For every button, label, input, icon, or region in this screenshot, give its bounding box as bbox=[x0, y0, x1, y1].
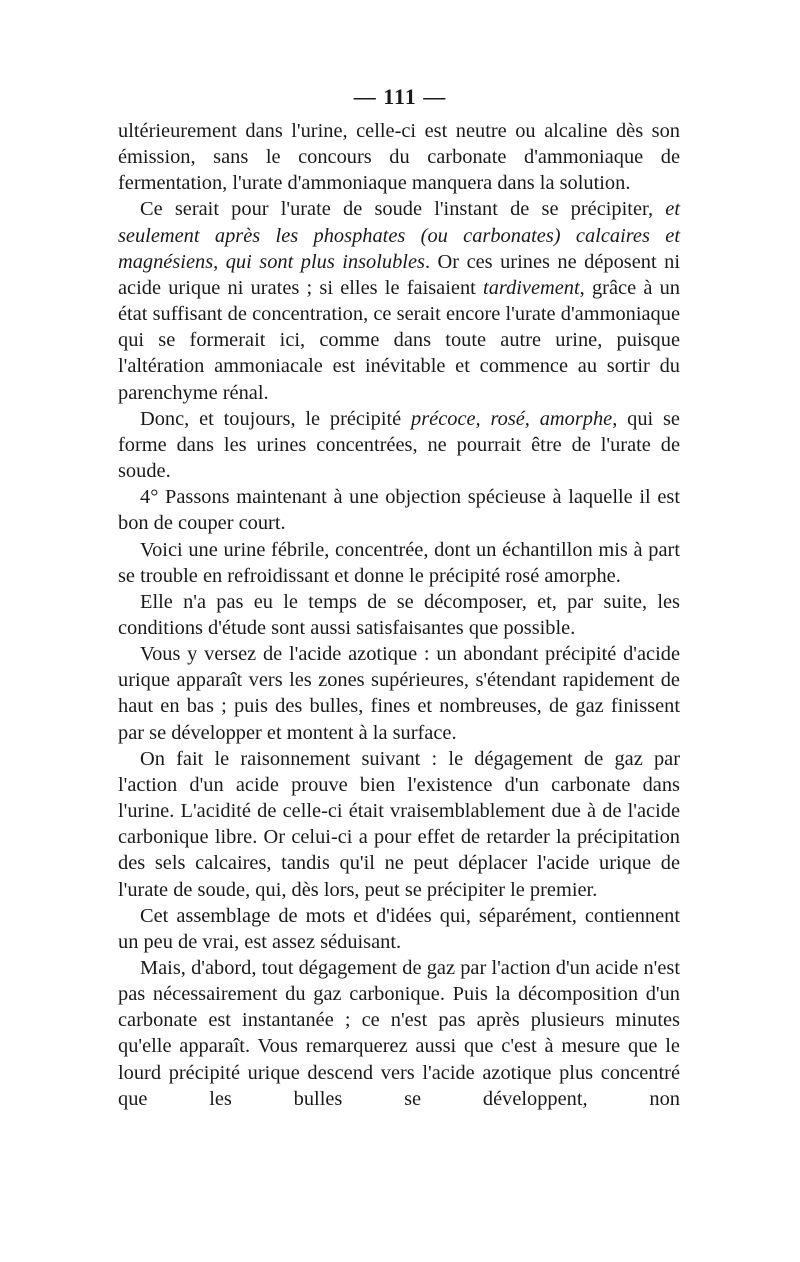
text-segment: Elle n'a pas eu le temps de se décomposer, et, par suite, les conditions d'étude sont aussi satisfaisantes que possible. bbox=[118, 590, 680, 639]
italic-text: et seulement après les phosphates (ou carbonates) calcaires et magnésiens, qui sont plus insolubles bbox=[118, 198, 680, 273]
text-segment: Donc, et toujours, le précipité bbox=[140, 407, 412, 430]
paragraph bbox=[118, 903, 680, 955]
text-segment: ultérieurement dans l'urine, celle-ci est neutre ou alcaline dès son émission, sans le concours du carbonate d'ammoniaque de fermentation, l'urate d'ammoniaque manquera dans la solution. bbox=[118, 120, 680, 195]
paragraph bbox=[118, 196, 680, 405]
text-segment: Mais, d'abord, tout dégagement de gaz par l'action d'un acide n'est pas nécessairement du gaz carbonique. Puis la décomposition d'un carbonate est instantanée ; ce n'est pas après plusieurs minutes qu'elle apparaît. Vous remarquerez aussi que c'est à mesure que le lourd précipité urique descend vers l'acide azotique plus concentré que les bulles se développent, non bbox=[118, 957, 680, 1110]
text-segment: . Or ces urines ne déposent ni acide urique ni urates ; si elles le faisaient bbox=[118, 250, 681, 299]
page-number: — 111 — bbox=[353, 84, 447, 109]
text-segment: 4° Passons maintenant à une objection spécieuse à laquelle il est bon de couper court. bbox=[118, 486, 680, 535]
text-segment: , qui se forme dans les urines concentrées, ne pourrait être de l'urate de soude. bbox=[118, 407, 680, 483]
paragraph bbox=[118, 641, 680, 746]
text-segment: Vous y versez de l'acide azotique : un abondant précipité d'acide urique apparaît vers les zones supérieures, s'étendant rapidement de haut en bas ; puis des bulles, fines et nombreuses, de gaz finissent par se développer et montent à la surface. bbox=[118, 643, 680, 744]
paragraph bbox=[118, 955, 680, 1112]
italic-text: précoce, rosé, amorphe bbox=[411, 407, 613, 430]
paragraph bbox=[118, 484, 680, 536]
text-segment: On fait le raisonnement suivant : le dégagement de gaz par l'action d'un acide prouve bien l'existence d'un carbonate dans l'urine. L'acidité de celle-ci était vraisemblablement due à de l'acide carbonique libre. Or celui-ci a pour effet de retarder la précipitation des sels calcaires, tandis qu'il ne peut déplacer l'acide urique de l'urate de soude, qui, dès lors, peut se précipiter le premier. bbox=[118, 747, 680, 901]
body-text bbox=[118, 118, 680, 1112]
italic-text: tardivement bbox=[483, 276, 580, 299]
text-segment: Cet assemblage de mots et d'idées qui, séparément, contiennent un peu de vrai, est assez séduisant. bbox=[118, 904, 680, 953]
paragraph bbox=[118, 537, 680, 589]
paragraph bbox=[118, 589, 680, 641]
text-segment: Ce serait pour l'urate de soude l'instant de se précipiter, bbox=[140, 198, 666, 221]
paragraph bbox=[118, 746, 680, 903]
paragraph bbox=[118, 406, 680, 484]
text-segment: , grâce à un état suffisant de concentration, ce serait encore l'urate d'ammoniaque qui se formerait ici, comme dans toute autre urine, puisque l'altération ammoniacale est inévitable et commence au sortir du parenchyme rénal. bbox=[118, 276, 680, 404]
text-segment: Voici une urine fébrile, concentrée, dont un échantillon mis à part se trouble en refroidissant et donne le précipité rosé amorphe. bbox=[118, 538, 680, 587]
paragraph bbox=[118, 118, 680, 196]
